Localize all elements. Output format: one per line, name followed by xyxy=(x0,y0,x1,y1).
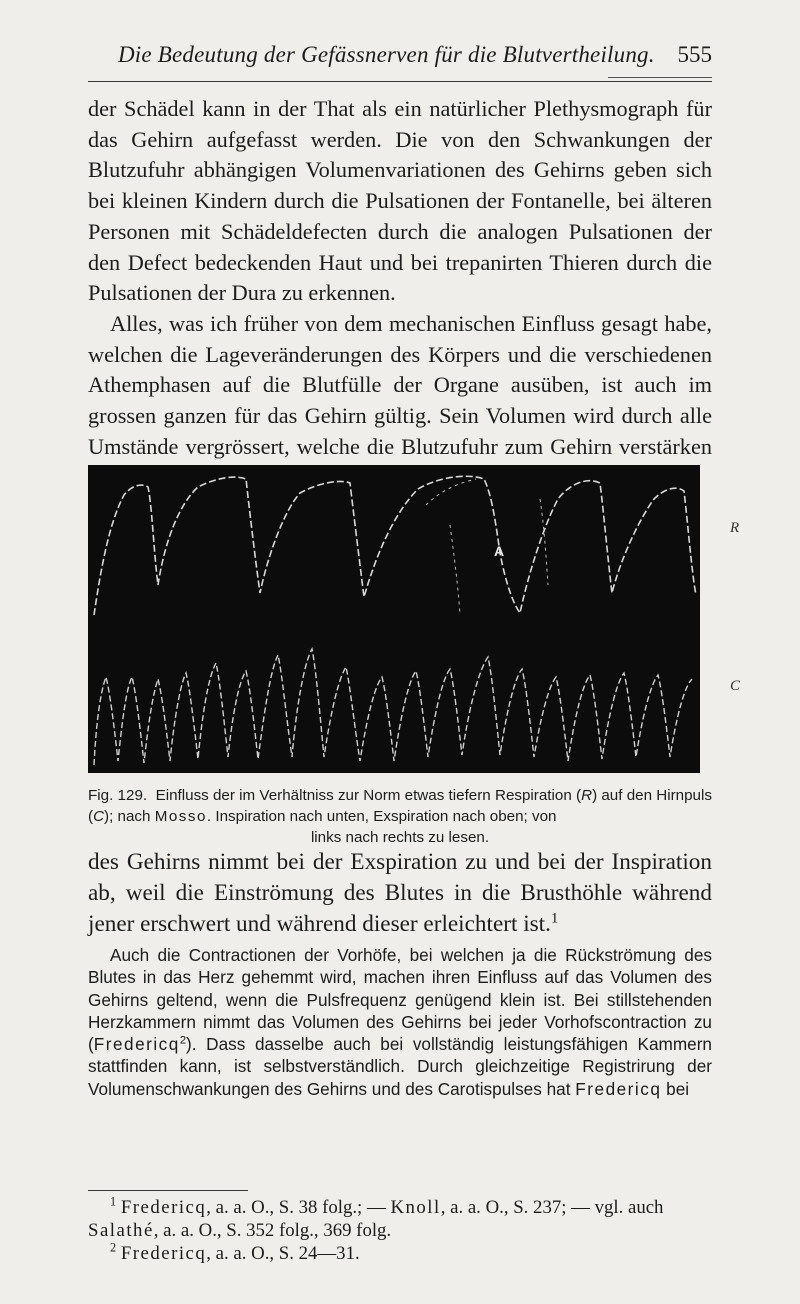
caption-last-line: links nach rechts zu lesen. xyxy=(310,829,490,846)
fn1-text-a: , a. a. O., S. 38 folg.; — xyxy=(206,1197,391,1218)
footnote-2 xyxy=(88,1242,712,1265)
paragraph-3 xyxy=(88,847,712,940)
figure-background xyxy=(88,465,700,773)
paragraph-2: Alles, was ich früher von dem mechanischen Einfluss gesagt habe, welchen die Lageveränderungen des Körpers und die verschiedenen Athemphasen auf die Blutfülle der Organe ausüben, ist auch im grossen ganzen für das Gehirn gültig. Sein Volumen wird durch alle Umstände vergrössert, welche die Blutzufuhr zum Gehirn verstärken xyxy=(88,310,712,459)
small-text-c: bei xyxy=(661,1078,690,1099)
footnote-rule xyxy=(88,1190,248,1191)
fn1-author-3: Salathé xyxy=(88,1220,154,1241)
caption-r: R xyxy=(581,787,593,804)
figure-caption xyxy=(88,785,712,848)
footnotes xyxy=(88,1196,712,1265)
small-text-a: Auch die Contractionen der Vorhöfe, bei welchen ja die Rückströmung des Blutes in das Herz gehemmt wird, machen ihren Einfluss auf das Volumen des Gehirns geltend, wenn die Pulsfrequenz genügend klein ist. Bei stillstehenden Herzkammern nimmt das Volumen des Gehirns bei jeder Vorhofscontraction zu ( xyxy=(88,945,712,1055)
page-number: 555 xyxy=(677,42,712,67)
small-print-paragraph xyxy=(88,944,712,1100)
fn1-author-1: Fredericq xyxy=(120,1197,207,1218)
small-paragraph xyxy=(88,944,712,1100)
caption-text-b: ) auf den Hirnpuls ( xyxy=(88,787,712,825)
caption-author: Mosso xyxy=(154,808,207,825)
header-rule-short xyxy=(608,77,712,78)
caption-text-d: ); nach xyxy=(104,808,155,825)
figure-trace-svg xyxy=(88,465,700,773)
footnote-1 xyxy=(88,1196,712,1242)
side-label-c: C xyxy=(730,678,741,694)
body-text-after-figure xyxy=(88,847,712,940)
page-header xyxy=(88,40,712,82)
footnote-ref-1: 1 xyxy=(550,910,559,927)
caption-text-e: . Inspiration nach unten, Exspiration nach oben; von xyxy=(206,808,557,825)
paragraph-3-text: des Gehirns nimmt bei der Exspiration zu und bei der Inspiration ab, weil die Einströmung des Blutes in die Brusthöhle während jener erschwert und während dieser erleichtert ist. xyxy=(88,849,712,937)
caption-figure-number: Fig. 129. xyxy=(88,787,148,804)
header-rule xyxy=(88,81,712,82)
caption-c: C xyxy=(93,808,105,825)
figure-129-plethysmograph-trace xyxy=(88,465,700,773)
small-text-b: ). Dass dasselbe auch bei vollständig leistungsfähigen Kammern stattfinden kann, ist selbstverständlich. Durch gleichzeitige Registrirung der Volumenschwankungen des Gehirns und des Carotispulses hat xyxy=(88,1034,712,1099)
fn2-text-a: , a. a. O., S. 24—31. xyxy=(206,1243,360,1264)
curve-label-a: A xyxy=(494,543,505,559)
fn2-author: Fredericq xyxy=(120,1243,207,1264)
fn1-text-c: , a. a. O., S. 352 folg., 369 folg. xyxy=(153,1220,392,1241)
body-text-top xyxy=(88,94,712,493)
paragraph-1: der Schädel kann in der That als ein natürlicher Plethysmograph für das Gehirn aufgefasst werden. Die von den Schwankungen der Blutzufuhr abhängigen Volumenvariationen des Gehirns geben sich bei kleinen Kindern durch die Pulsationen der Fontanelle, bei älteren Personen mit Schädeldefecten durch die analogen Pulsationen der den Defect bedeckenden Haut und bei trepanirten Thieren durch die Pulsationen der Dura zu erkennen. xyxy=(88,96,712,306)
fn1-text-b: , a. a. O., S. 237; — vgl. auch xyxy=(440,1197,664,1218)
fn1-author-2: Knoll xyxy=(390,1197,441,1218)
small-author-2: Fredericq xyxy=(575,1078,662,1099)
running-title: Die Bedeutung der Gefässnerven für die Blutvertheilung. xyxy=(118,42,655,67)
side-label-r: R xyxy=(730,520,740,536)
footnote-1-number: 1 xyxy=(110,1194,117,1209)
caption-text-a: Einfluss der im Verhältniss zur Norm etwas tiefern Respiration ( xyxy=(155,787,582,804)
footnote-ref-2: 2 xyxy=(179,1034,187,1047)
small-author-1: Fredericq xyxy=(93,1034,180,1055)
footnote-2-number: 2 xyxy=(110,1240,117,1255)
